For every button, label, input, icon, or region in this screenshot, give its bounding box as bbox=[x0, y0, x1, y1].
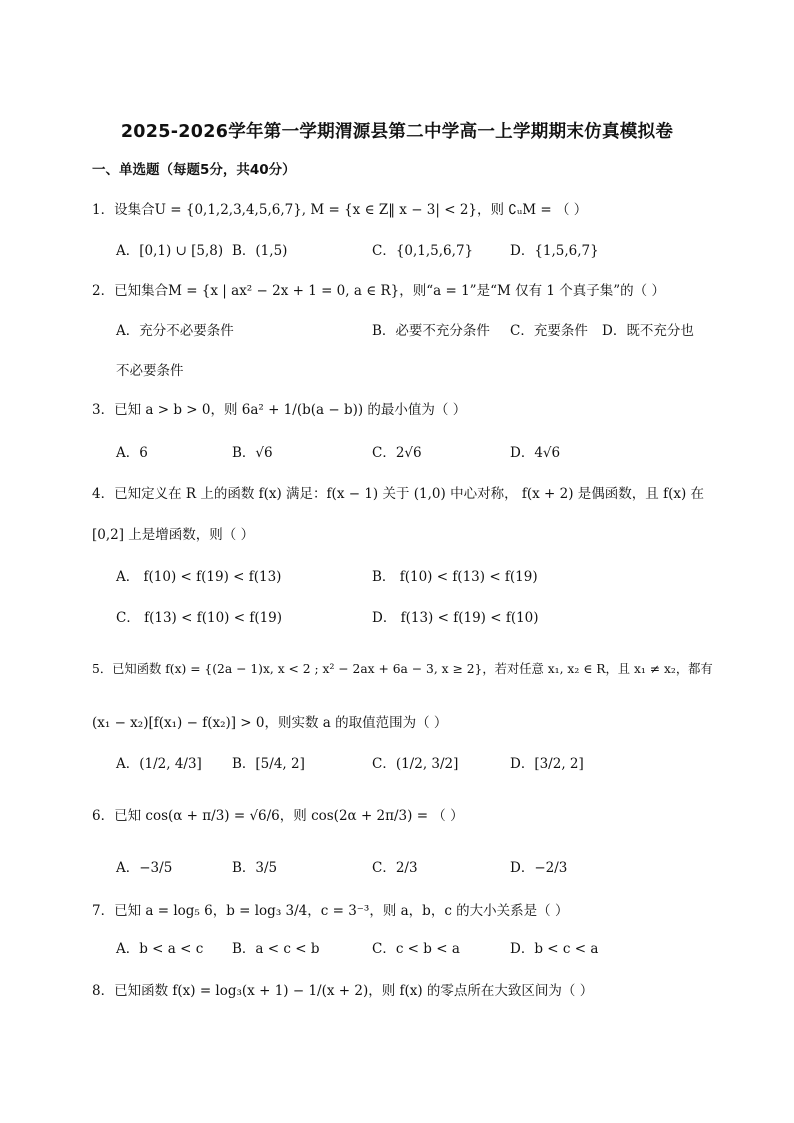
question-4-continuation: [0,2] 上是增函数，则（ ） bbox=[92, 527, 255, 543]
question-8-stem: 8．已知函数 f(x) = log₃(x + 1) − 1/(x + 2)，则 f(x) 的零点所在大致区间为（ ） bbox=[92, 983, 594, 999]
question-7-option-a[interactable]: A．b < a < c bbox=[116, 941, 204, 957]
question-1-option-d[interactable]: D．{1,5,6,7} bbox=[510, 243, 599, 259]
question-3-option-c[interactable]: C．2√6 bbox=[372, 445, 422, 461]
question-4-stem: 4．已知定义在 R 上的函数 f(x) 满足：f(x − 1) 关于 (1,0) 中心对称， f(x + 2) 是偶函数，且 f(x) 在 bbox=[92, 486, 705, 502]
question-5-option-b[interactable]: B．[5/4, 2] bbox=[232, 756, 305, 772]
question-2-continuation: 不必要条件 bbox=[116, 363, 184, 379]
question-3-option-a[interactable]: A．6 bbox=[116, 445, 148, 461]
section-heading: 一、单选题（每题5分，共40分） bbox=[92, 162, 296, 178]
question-5-option-d[interactable]: D．[3/2, 2] bbox=[510, 756, 584, 772]
question-5-option-c[interactable]: C．(1/2, 3/2] bbox=[372, 756, 459, 772]
question-3-option-b[interactable]: B．√6 bbox=[232, 445, 273, 461]
question-3-stem: 3．已知 a > b > 0，则 6a² + 1/(b(a − b)) 的最小值为（ ） bbox=[92, 402, 467, 418]
question-4-option-d[interactable]: D． f(13) < f(19) < f(10) bbox=[372, 610, 539, 626]
question-2-option-b[interactable]: B．必要不充分条件 bbox=[372, 323, 490, 339]
question-5-option-a[interactable]: A．(1/2, 4/3] bbox=[116, 756, 202, 772]
question-6-stem: 6．已知 cos(α + π/3) = √6/6，则 cos(2α + 2π/3) = （ ） bbox=[92, 808, 464, 824]
exam-title: 2025-2026学年第一学期渭源县第二中学高一上学期期末仿真模拟卷 bbox=[120, 122, 674, 142]
question-7-option-b[interactable]: B．a < c < b bbox=[232, 941, 320, 957]
question-4-option-a[interactable]: A． f(10) < f(19) < f(13) bbox=[116, 569, 282, 585]
question-6-option-b[interactable]: B．3/5 bbox=[232, 860, 278, 876]
question-5-stem: 5．已知函数 f(x) = {(2a − 1)x, x < 2 ; x² − 2ax + 6a − 3, x ≥ 2}，若对任意 x₁, x₂ ∈ R，且 x₁ ≠ x₂，都有 bbox=[92, 662, 713, 676]
question-6-option-a[interactable]: A．−3/5 bbox=[116, 860, 173, 876]
question-6-option-d[interactable]: D．−2/3 bbox=[510, 860, 568, 876]
question-1-option-c[interactable]: C．{0,1,5,6,7} bbox=[372, 243, 474, 259]
question-7-stem: 7．已知 a = log₅ 6，b = log₃ 3/4，c = 3⁻³，则 a，b，c 的大小关系是（ ） bbox=[92, 903, 569, 919]
question-2-stem: 2．已知集合M = {x | ax² − 2x + 1 = 0, a ∈ R}，则“a = 1”是“M 仅有 1 个真子集”的（ ） bbox=[92, 283, 665, 299]
question-7-option-c[interactable]: C．c < b < a bbox=[372, 941, 460, 957]
question-1-stem: 1．设集合U = {0,1,2,3,4,5,6,7}, M = {x ∈ Z‖ x − 3| < 2}，则 ∁ᵤM = （ ） bbox=[92, 202, 588, 218]
question-1-option-a[interactable]: A．[0,1) ∪ [5,8) bbox=[116, 243, 224, 259]
question-3-option-d[interactable]: D．4√6 bbox=[510, 445, 561, 461]
question-7-option-d[interactable]: D．b < c < a bbox=[510, 941, 599, 957]
question-2-option-d[interactable]: D．既不充分也 bbox=[602, 323, 694, 339]
question-4-option-c[interactable]: C． f(13) < f(10) < f(19) bbox=[116, 610, 283, 626]
question-5-continuation: (x₁ − x₂)[f(x₁) − f(x₂)] > 0，则实数 a 的取值范围为（ ） bbox=[92, 715, 448, 731]
question-4-option-b[interactable]: B． f(10) < f(13) < f(19) bbox=[372, 569, 538, 585]
question-2-option-a[interactable]: A．充分不必要条件 bbox=[116, 323, 234, 339]
question-2-option-c[interactable]: C．充要条件 bbox=[510, 323, 588, 339]
question-6-option-c[interactable]: C．2/3 bbox=[372, 860, 418, 876]
question-1-option-b[interactable]: B．(1,5) bbox=[232, 243, 288, 259]
